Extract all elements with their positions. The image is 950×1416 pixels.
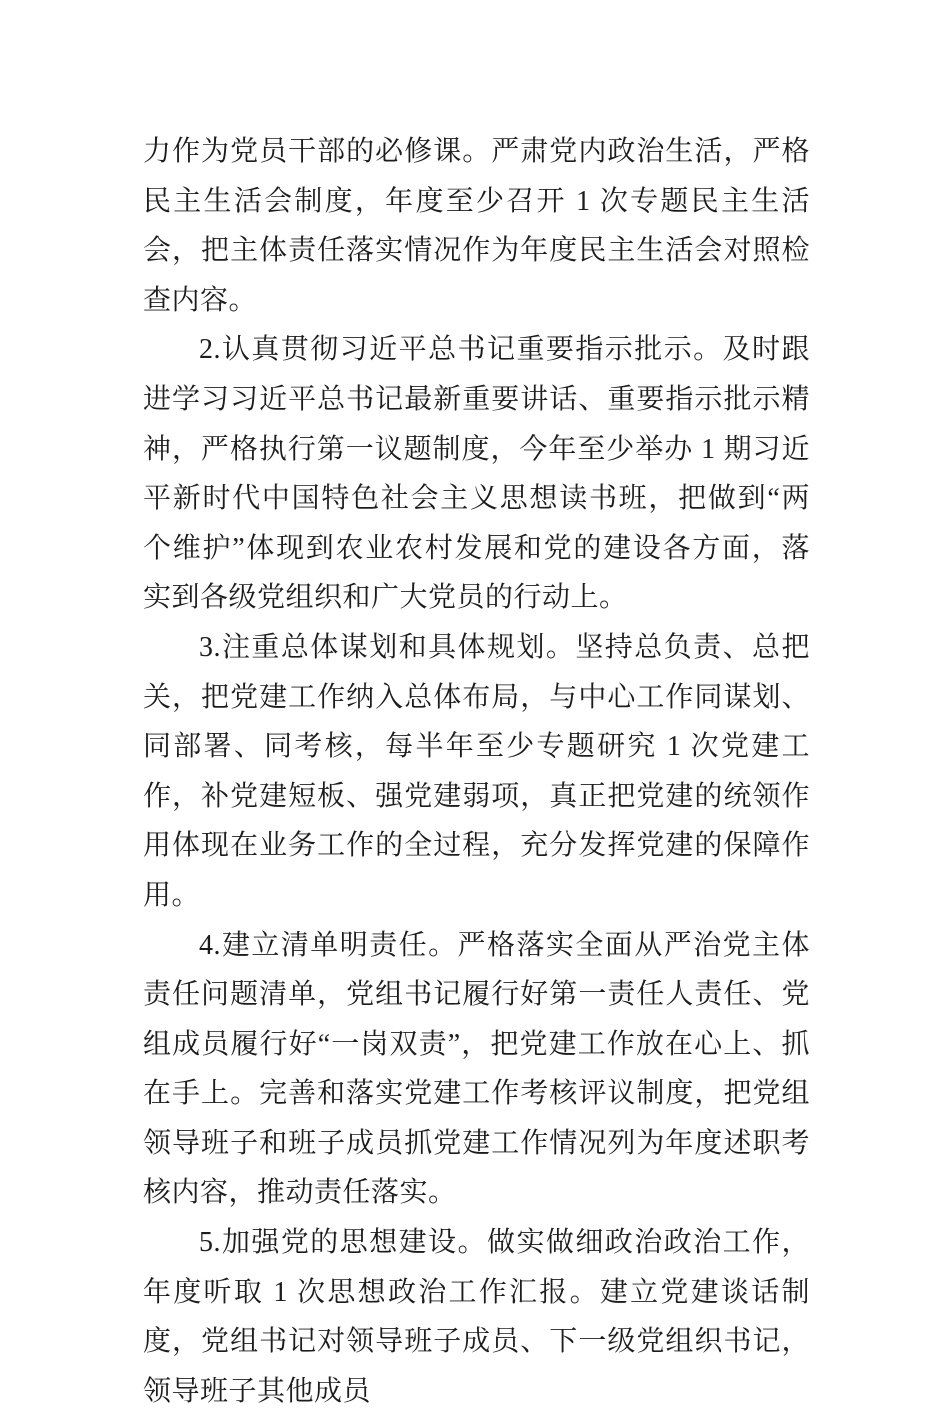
paragraph-item-3: 3.注重总体谋划和具体规划。坚持总负责、总把关，把党建工作纳入总体布局，与中心工作同谋划、同部署、同考核，每半年至少专题研究 1 次党建工作，补党建短板、强党建弱项，真正把党建的统领作用体现在业务工作的全过程，充分发挥党建的保障作用。 <box>143 631 810 911</box>
paragraph-item-4: 4.建立清单明责任。严格落实全面从严治党主体责任问题清单，党组书记履行好第一责任人责任、党组成员履行好“一岗双责”，把党建工作放在心上、抓在手上。完善和落实党建工作考核评议制度，把党组领导班子和班子成员抓党建工作情况列为年度述职考核内容，推动责任落实。 <box>143 929 810 1209</box>
paragraph-item-2: 2.认真贯彻习近平总书记重要指示批示。及时跟进学习习近平总书记最新重要讲话、重要指示批示精神，严格执行第一议题制度，今年至少举办 1 期习近平新时代中国特色社会主义思想读书班，把做到“两个维护”体现到农业农村发展和党的建设各方面，落实到各级党组织和广大党员的行动上。 <box>143 334 810 614</box>
paragraph-continuation: 力作为党员干部的必修课。严肃党内政治生活，严格民主生活会制度，年度至少召开 1 次专题民主生活会，把主体责任落实情况作为年度民主生活会对照检查内容。 <box>143 136 810 316</box>
document-body <box>143 127 810 1416</box>
paragraph-item-5: 5.加强党的思想建设。做实做细政治政治工作，年度听取 1 次思想政治工作汇报。建立党建谈话制度，党组书记对领导班子成员、下一级党组织书记，领导班子其他成员 <box>143 1227 810 1407</box>
